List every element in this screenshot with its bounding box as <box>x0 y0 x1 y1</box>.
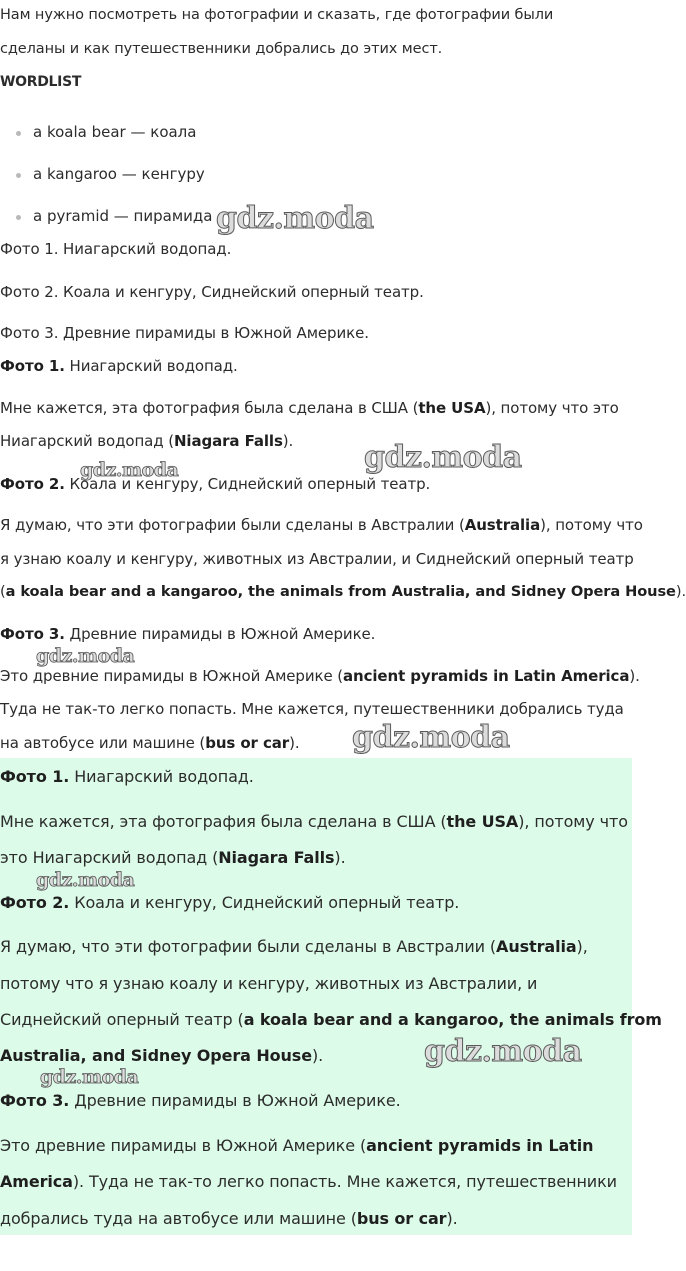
answer-photo-2-text: Я думаю, что эти фотографии были сделаны в Австралии (Australia), потому что <box>0 516 643 534</box>
watermark-logo: gdz.moda <box>352 720 510 755</box>
answer-photo-3-heading: Фото 3. Древние пирамиды в Южной Америке. <box>0 625 376 643</box>
answer-photo-3-text-end: на автобусе или машине (bus or car). <box>0 734 300 752</box>
bullet-icon <box>16 173 21 178</box>
green-photo-2-text: Я думаю, что эти фотографии были сделаны в Австралии (Australia), <box>0 937 588 956</box>
intro-line-1: Нам нужно посмотреть на фотографии и сказать, где фотографии были <box>0 7 554 23</box>
green-photo-3-text: Это древние пирамиды в Южной Америке (ancient pyramids in Latin <box>0 1136 594 1155</box>
green-photo-3-heading: Фото 3. Древние пирамиды в Южной Америке. <box>0 1091 401 1110</box>
green-photo-1-text: Мне кажется, эта фотография была сделана в США (the USA), потому что <box>0 812 628 831</box>
watermark-logo: gdz.moda <box>424 1034 582 1069</box>
answer-photo-1-text: Мне кажется, эта фотография была сделана в США (the USA), потому что это <box>0 399 619 417</box>
green-photo-2-text-end: Australia, and Sidney Opera House). <box>0 1046 324 1065</box>
wordlist-item-kangaroo: a kangaroo — кенгуру <box>33 165 205 183</box>
answer-photo-2-heading: Фото 2. Коала и кенгуру, Сиднейский оперный театр. <box>0 475 431 493</box>
green-photo-1-heading: Фото 1. Ниагарский водопад. <box>0 767 254 786</box>
wordlist-item-koala: a koala bear — коала <box>33 123 197 141</box>
watermark-logo: gdz.moda <box>80 459 179 481</box>
photo-2-caption: Фото 2. Коала и кенгуру, Сиднейский оперный театр. <box>0 283 424 301</box>
answer-photo-3-text: Это древние пирамиды в Южной Америке (ancient pyramids in Latin America). <box>0 667 640 685</box>
bullet-icon <box>16 131 21 136</box>
watermark-logo: gdz.moda <box>216 201 374 236</box>
green-photo-3-text-cont: America). Туда не так-то легко попасть. Мне кажется, путешественники <box>0 1172 617 1191</box>
answer-photo-1-heading: Фото 1. Ниагарский водопад. <box>0 357 238 375</box>
watermark-logo: gdz.moda <box>364 440 522 475</box>
wordlist-item-pyramid: a pyramid — пирамида <box>33 207 213 225</box>
green-photo-1-text-cont: это Ниагарский водопад (Niagara Falls). <box>0 848 346 867</box>
answer-photo-2-text-cont: я узнаю коалу и кенгуру, животных из Австралии, и Сиднейский оперный театр <box>0 550 634 568</box>
green-photo-3-text-end: добрались туда на автобусе или машине (bus or car). <box>0 1209 458 1228</box>
bullet-icon <box>16 215 21 220</box>
watermark-logo: gdz.moda <box>36 645 135 667</box>
wordlist-title: WORDLIST <box>0 74 82 90</box>
answer-photo-1-text-cont: Ниагарский водопад (Niagara Falls). <box>0 432 294 450</box>
watermark-logo: gdz.moda <box>36 869 135 891</box>
intro-line-2: сделаны и как путешественники добрались до этих мест. <box>0 41 443 57</box>
green-photo-2-text-cont: потому что я узнаю коалу и кенгуру, животных из Австралии, и <box>0 974 538 993</box>
green-photo-2-text-cont-2: Сиднейский оперный театр (a koala bear and a kangaroo, the animals from <box>0 1010 662 1029</box>
photo-3-caption: Фото 3. Древние пирамиды в Южной Америке. <box>0 324 369 342</box>
answer-photo-3-text-cont: Туда не так-то легко попасть. Мне кажется, путешественники добрались туда <box>0 700 624 718</box>
green-photo-2-heading: Фото 2. Коала и кенгуру, Сиднейский оперный театр. <box>0 893 460 912</box>
watermark-logo: gdz.moda <box>40 1066 139 1088</box>
photo-1-caption: Фото 1. Ниагарский водопад. <box>0 240 232 258</box>
answer-photo-2-text-end: (a koala bear and a kangaroo, the animals from Australia, and Sidney Opera House). <box>0 583 686 600</box>
